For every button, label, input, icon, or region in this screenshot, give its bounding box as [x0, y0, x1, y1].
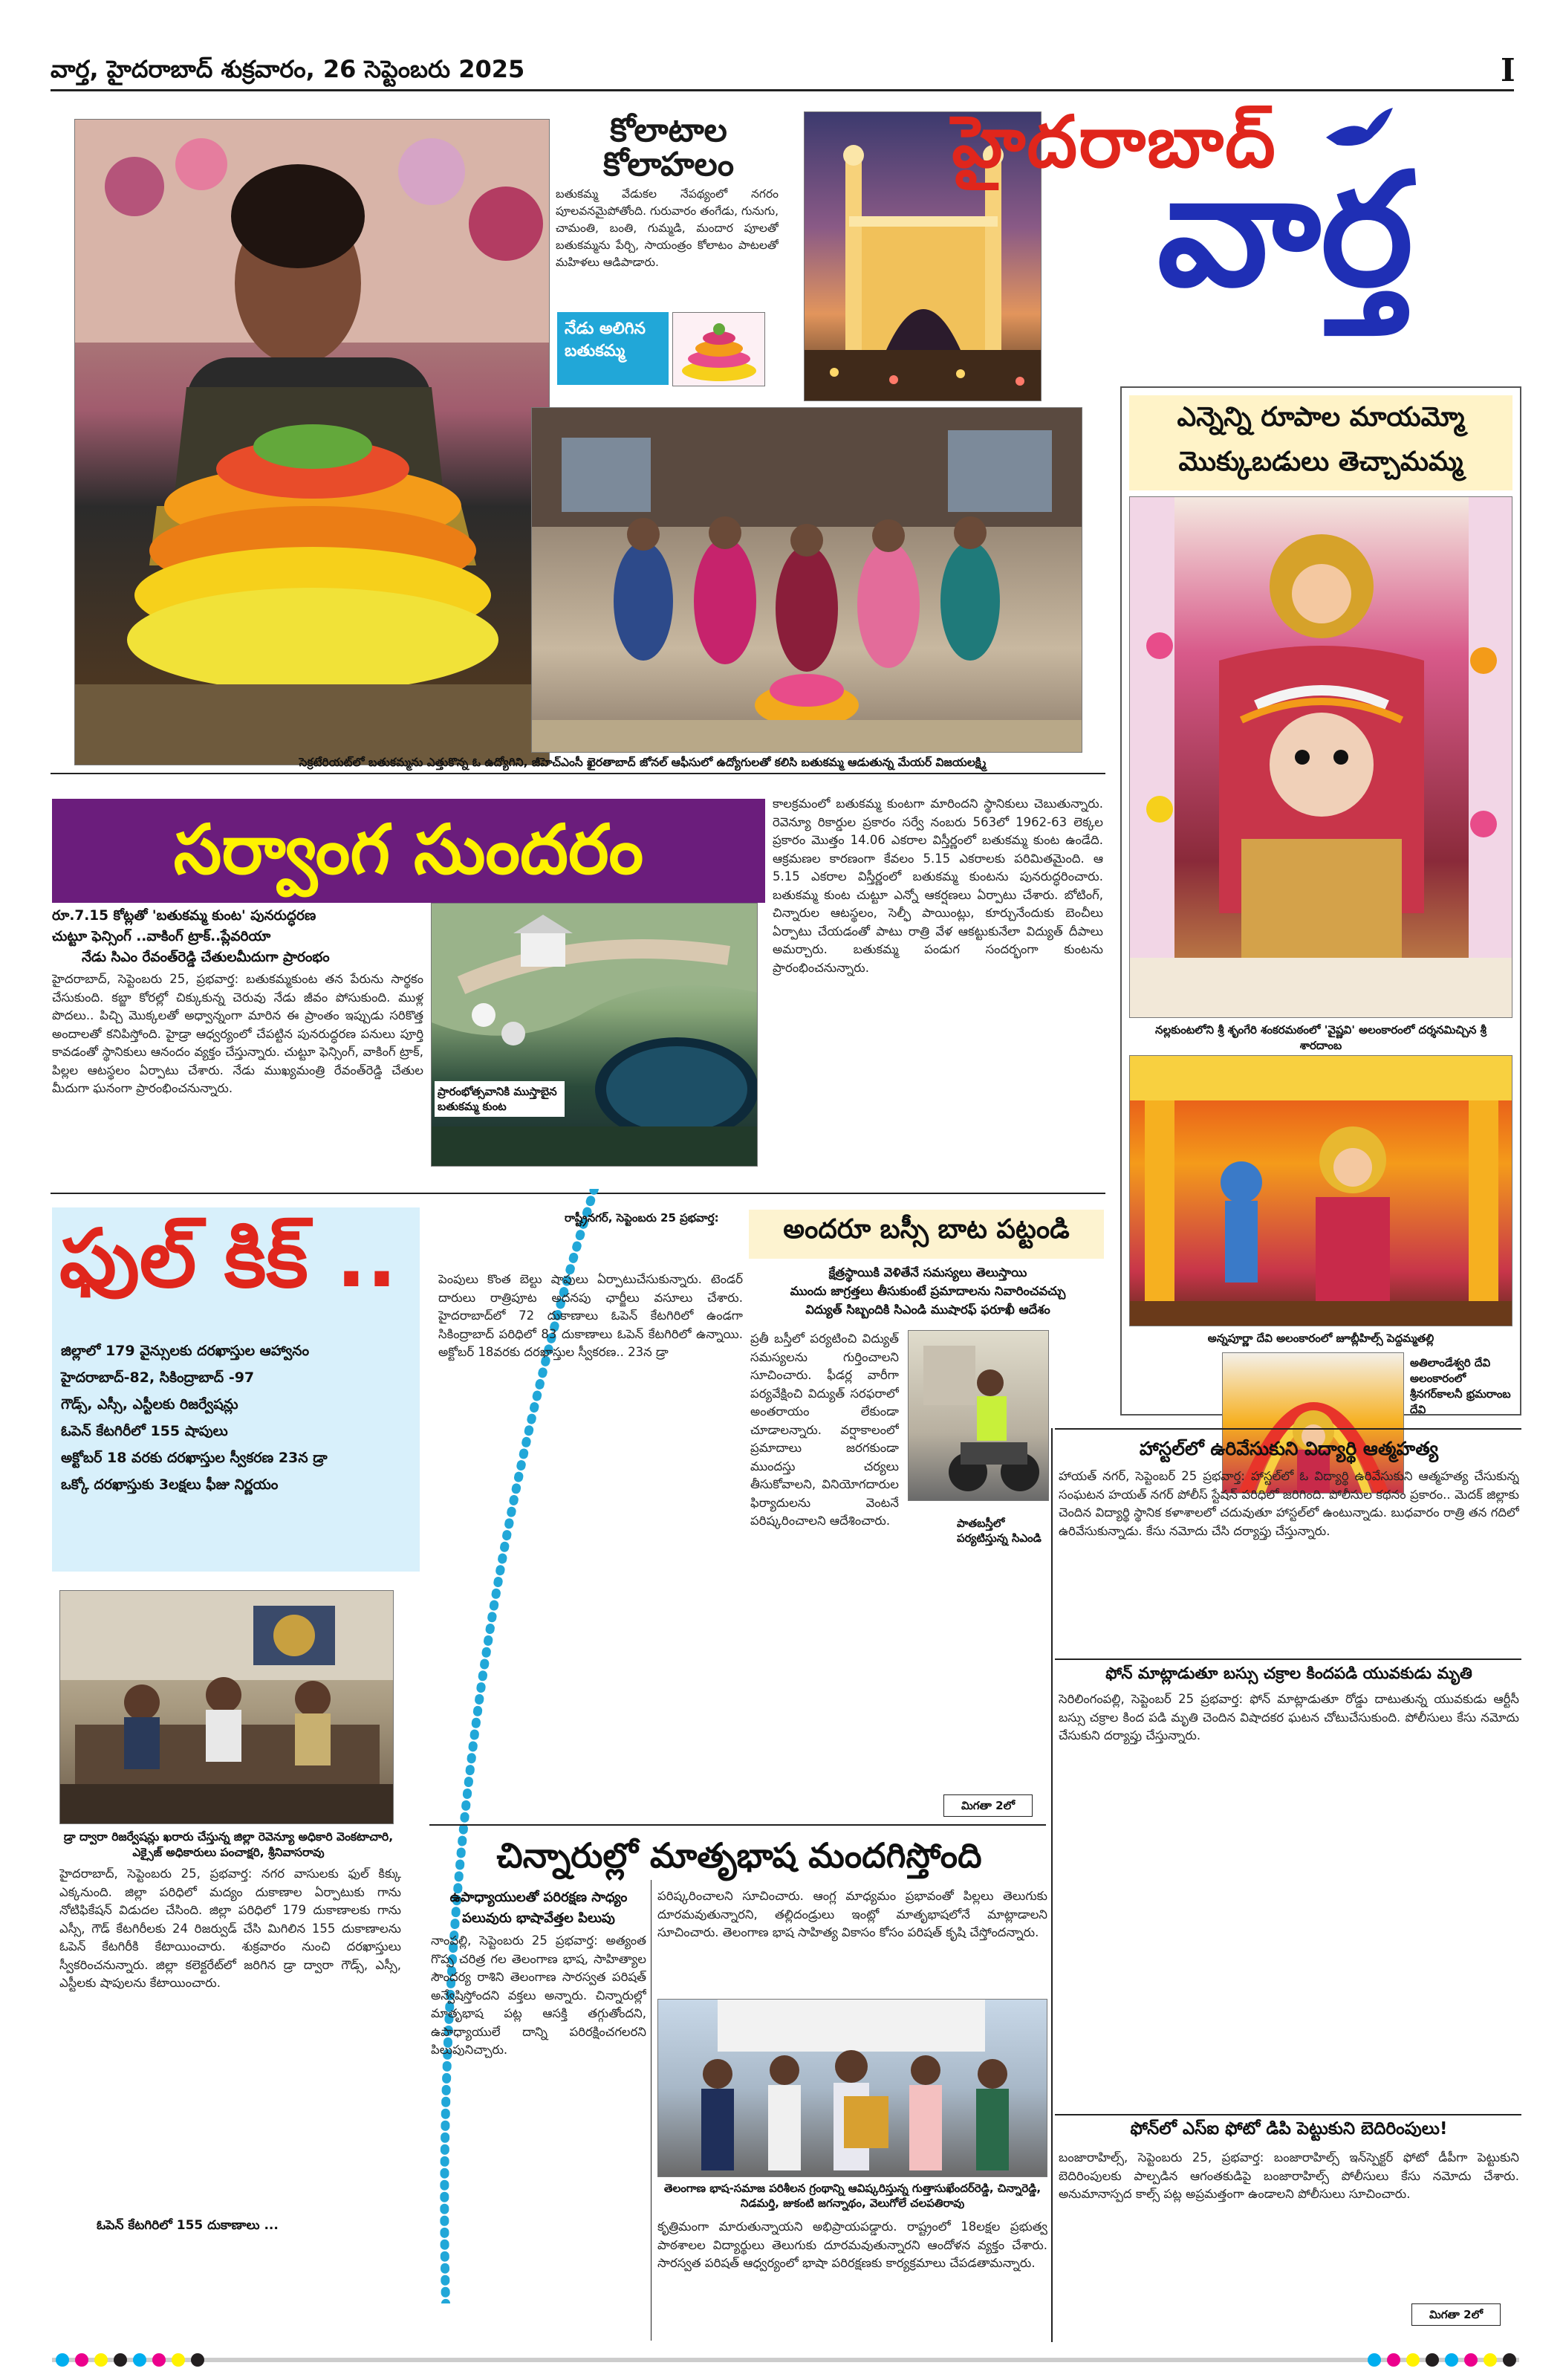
full-kick-signoff: మిగతా 2లో — [943, 1794, 1033, 1817]
masthead-rule — [51, 89, 1514, 91]
full-kick-body: హైదరాబాద్, సెప్టెంబరు 25, ప్రభవార్త: నగర వాసులకు ఫుల్ కిక్కు ఎక్కనుంది. జిల్లా పరిధిలో మద్యం దుకాణాల ఏర్పాటుకు గాను నోటిఫికేషన్ విడుదల చేసింది. జిల్లా పరిధిలో 179 దుకాణాలకు గాను ఎస్సీ, గౌడ్ కేటగిరీలకు 24 రిజర్వుడ్ చేసి మిగిలిన 155 దుకాణాలను ఓపెన్ కేటగిరీకి కేటాయించారు. శుక్రవారం నుంచి దరఖాస్తులు స్వీకరించనున్నారు. జిల్లా కలెక్టరేట్‌లో జరిగిన డ్రా ద్వారా గౌడ్స్‌, ఎస్సీ, ఎస్టీలకు షాపులను కేటాయించారు. — [59, 1867, 401, 1990]
matrubhasha-sub1: ఉపాధ్యాయులతో పరిరక్షణ సాధ్యం — [449, 1890, 628, 1905]
kunta-photo-caption — [435, 1081, 565, 1117]
page-number: I — [1501, 52, 1515, 88]
andaru-dateline: రాష్ట్రీనగర్, సెప్టెంబరు 25 ప్రభవార్త: — [565, 1211, 719, 1225]
andaru-sub1: క్షేత్రస్థాయికి వెళితేనే సమస్యలు తెలుస్తాయి — [828, 1265, 1027, 1280]
bathukamma-woman-photo — [74, 119, 550, 765]
cmd-photo-caption — [957, 1516, 1042, 1546]
kolatalu-title-2: కోలాహలం — [602, 146, 735, 184]
andaru-headline: అందరూ బస్సీ బాట పట్టండి — [783, 1214, 1070, 1245]
esi-signoff: మిగతా 2లో — [1411, 2303, 1501, 2326]
matrubhasha-sub2: పలువురు భాషావేత్తల పిలుపు — [462, 1910, 615, 1926]
full-kick-subhead: ఓపెన్ కేటగిరిలో 155 దుకాణాలు ... — [97, 2218, 279, 2233]
matrubhasha-body-bottom: కృత్రిమంగా మారుతున్నాయని అభిప్రాయపడ్డారు. రాష్ట్రంలో 18లక్షల ప్రభుత్వ పాఠశాలల విద్యార్థులు తెలుగుకు దూరమవుతున్నారని ఆందోళన వ్యక్తం చేశారు. సారస్వత పరిషత్ ఆధ్వర్యంలో భాషా పరిరక్షణకు కార్యక్రమాలు చేపడతామన్నారు. — [657, 2220, 1047, 2270]
matrubhasha-headline: చిన్నారుల్లో మాతృభాష మందగిస్తోంది — [496, 1835, 982, 1875]
kolatalu-tag-line1: నేడు అలిగిన — [565, 320, 646, 338]
ammavaru-banner-line1: ఎన్నెన్ని రూపాల మాయమ్మో — [1177, 402, 1465, 432]
column-rule-right — [1051, 1428, 1053, 2342]
excise-draw-photo — [59, 1590, 394, 1824]
matrubhasha-body-right: పరిష్కరించాలని సూచించారు. ఆంగ్ల మాధ్యమం ప్రభావంతో పిల్లలు తెలుగుకు దూరమవుతున్నారని, తల్లిదండ్రులు ఇంట్లో మాతృభాషలోనే మాట్లాడాలని సూచించారు. తెలంగాణ భాష సాహిత్య వికాసం కోసం పరిషత్ కృషి చేస్తోందన్నారు. — [657, 1889, 1047, 1939]
book-launch-photo — [657, 1999, 1047, 2177]
esi-headline: ఫోన్‌లో ఎస్ఐ ఫోటో డిపి పెట్టుకుని బెదిరింపులు! — [1130, 2119, 1448, 2139]
full-kick-banner: ఫుల్ కిక్ .. — [59, 1213, 397, 1306]
mid-rule — [429, 1824, 1046, 1826]
full-kick-point: హైదరాబాద్-82, సికింద్రాబాద్ -97 — [61, 1369, 255, 1386]
kolatalu-title-1: కోలాటాల — [610, 111, 727, 149]
esi-rule — [1055, 2114, 1521, 2115]
sarvanga-banner-text: సర్వాంగ సుందరం — [173, 810, 644, 889]
andaru-body: ప్రతీ బస్తీలో పర్యటించి విద్యుత్ సమస్యలను గుర్తించాలని సూచించారు. ఫీడర్ల వారీగా పర్యవేక్షించి విద్యుత్ సరఫరాలో అంతరాయం లేకుండా చూడాలన్నారు. వర్షాకాలంలో ప్రమాదాలు జరగకుండా ముందస్తు చర్యలు తీసుకోవాలని, వినియోగదారుల ఫిర్యాదులను వెంటనే పరిష్కరించాలని ఆదేశించారు. — [750, 1332, 899, 1528]
print-registration-bar — [52, 2352, 1519, 2368]
sarvanga-body-left: హైదరాబాద్, సెప్టెంబరు 25, ప్రభవార్త: బతుకమ్మకుంట తన పేరును సార్థకం చేసుకుంది. కబ్జా కోరల్లో చిక్కుకున్న చెరువు నేడు జీవం పోసుకుంది. ముళ్ల పొదలు.. పిచ్చి మొక్కలతో అధ్వాన్నంగా మారిన ఈ ప్రాంతం ఇప్పుడు సరికొత్త అందాలతో కనిపిస్తోంది. హైడ్రా ఆధ్వర్యంలో చేపట్టిన పునరుద్ధరణ పనులు పూర్తి కావడంతో స్థానికులు ఆనందం వ్యక్తం చేస్తున్నారు. చుట్టూ ఫెన్సింగ్, వాకింగ్ ట్రాక్, పిల్లల ఆటస్థలం ఏర్పాటు చేశారు. నేడు ముఖ్యమంత్రి రేవంత్‌రెడ్డి చేతుల మీదుగా ఘనంగా ప్రారంభించనున్నారు. — [52, 972, 423, 1095]
full-kick-point: ఒక్కో దరఖాస్తుకు 3లక్షలు ఫీజు నిర్ణయం — [61, 1476, 279, 1493]
top-rule — [51, 773, 1105, 774]
kolatalu-body: బతుకమ్మ వేడుకల నేపథ్యంలో నగరం పూలవనమైపోతోంది. గురువారం తంగేడు, గునుగు, చామంతి, బంతి, గుమ్మడి, మందార పూలతో బతుకమ్మను పేర్చి, సాయంత్రం కోలాటం పాటలతో మహిళలు ఆడిపాడారు. — [556, 187, 779, 269]
bhramaramba-caption: అతిలాండేశ్వరి దేవి అలంకారంలో శ్రీనగర్‌కాలనీ భ్రమరాంబ దేవి — [1410, 1356, 1511, 1416]
kunta-caption-text: ప్రారంభోత్సవానికి ముస్తాబైన బతుకమ్మ కుంట — [438, 1085, 557, 1113]
brand-title: వార్త — [1157, 139, 1414, 321]
sharadamba-caption: నల్లకుంటలోని శ్రీ శృంగేరి శంకరమఠంలో 'వైష్ణవి' అలంకారంలో దర్శనమిచ్చిన శ్రీ శారదాంబ — [1155, 1023, 1486, 1052]
kolatalu-tag — [557, 312, 669, 385]
full-kick-points — [61, 1337, 417, 1498]
sarvanga-sub3: నేడు సిఎం రేవంత్‌రెడ్డి చేతులమీదుగా ప్రారంభం — [82, 950, 330, 965]
sarvanga-sub2: చుట్టూ ఫెన్సింగ్ ..వాకింగ్ ట్రాక్..ప్లేవరియా — [52, 929, 271, 944]
andaru-sub3: విద్యుత్ సిబ్బందికి సిఎండి ముషారఫ్ ఫరూఖీ ఆదేశం — [805, 1303, 1050, 1317]
full-kick-point: జిల్లాలో 179 వైన్సులకు దరఖాస్తుల ఆహ్వానం — [61, 1343, 310, 1359]
sarvanga-sub1: రూ.7.15 కోట్లతో 'బతుకమ్మ కుంట' పునరుద్ధరణ — [52, 908, 316, 924]
ammavaru-banner — [1129, 395, 1512, 490]
phone-rule — [1055, 1658, 1521, 1660]
andaru-subs — [750, 1263, 1105, 1319]
book-launch-caption: తెలంగాణ భాష-సమాజ పరిశీలన గ్రంథాన్ని ఆవిష్కరిస్తున్న గుత్తాసుఖేందర్‌రెడ్డి, చిన్నారెడ్డి, నిడమర్తి, జుకంటి జగన్నాథం, వెలుగోలే చలపతిరావు — [663, 2182, 1042, 2210]
matrubhasha-subs — [431, 1887, 646, 1929]
cmd-caption-text: పాతబస్తీలో పర్యటిస్తున్న సిఎండి — [957, 1517, 1042, 1545]
sarvanga-body-right: కాలక్రమంలో బతుకమ్మ కుంటగా మారిందని స్థానికులు చెబుతున్నారు. రెవెన్యూ రికార్డుల ప్రకారం సర్వే నంబరు 563లో 1962-63 లెక్కల ప్రకారం మొత్తం 14.06 ఎకరాల విస్తీర్ణంలో బతుకమ్మ కుంట ఉండేది. ఆక్రమణల కారణంగా కేవలం 5.15 ఎకరాలకు పరిమితమైంది. ఆ 5.15 ఎకరాల విస్తీర్ణంలో బతుకమ్మ కుంటను పునరుద్ధరించారు. బతుకమ్మ కుంట చుట్టూ ఎన్నో ఆకర్షణలు ఏర్పాటు చేశారు. బోటింగ్, చిన్నారుల ఆటస్థలం, సెల్ఫీ పాయింట్లు, కూర్చునేందుకు బెంచీలు ఏర్పాటు చేయడంతో పాటు రాత్రి వేళ ఆకట్టుకునేలా విద్యుత్ దీపాలు అమర్చారు. బతుకమ్మ పండుగ సందర్భంగా కుంటను ప్రారంభించనున్నారు. — [773, 797, 1103, 975]
phone-headline: ఫోన్ మాట్లాడుతూ బస్సు చక్రాల కిందపడి యువకుడు మృతి — [1105, 1664, 1472, 1683]
andaru-sub2: ముందు జాగ్రత్తలు తీసుకుంటే ప్రమాదాలను నివారించవచ్చు — [790, 1284, 1066, 1298]
full-kick-point: అక్టోబర్ 18 వరకు దరఖాస్తుల స్వీకరణ 23న డ్రా — [61, 1450, 328, 1466]
ammavaru-banner-line2: మొక్కుబడులు తెచ్చామమ్మ — [1178, 447, 1463, 477]
cmd-visit-photo — [908, 1330, 1049, 1501]
annapurna-photo — [1129, 1055, 1512, 1326]
excise-photo-caption: డ్రా ద్వారా రిజర్వేషన్లు ఖరారు చేస్తున్న జిల్లా రెవెన్యూ అధికారి వెంకటాచారి, ఎక్సైజ్ అధికారులు పంచాక్షరి, శ్రీనివాసరావు — [63, 1830, 394, 1859]
esi-body: బంజారాహిల్స్, సెప్టెంబరు 25, ప్రభవార్త: బంజారాహిల్స్ ఇన్‌స్పెక్టర్ ఫోటో డీపీగా పెట్టుకుని బెదిరింపులకు పాల్పడిన ఆగంతకుడిపై బంజారాహిల్స్ పోలీసులు కేసు నమోదు చేశారు. అనుమానాస్పద కాల్స్ పట్ల అప్రమత్తంగా ఉండాలని పోలీసులు సూచించారు. — [1059, 2150, 1519, 2201]
right-bottom-rule — [1055, 1428, 1521, 1430]
city-title: హైదరాబాద్ — [952, 100, 1277, 184]
matrubhasha-body-left: నాంపల్లి, సెప్టెంబరు 25 ప్రభవార్త: అత్యంత గొప్ప చరిత్ర గల తెలంగాణ భాష, సాహిత్యాల సౌందర్య రాశిని తెలంగాణ సారస్వత పరిషత్ అన్వేషిస్తోందని వక్తలు అన్నారు. చిన్నారుల్లో మాతృభాష పట్ల ఆసక్తి తగ్గుతోందని, ఉపాధ్యాయులే దాన్ని పరిరక్షించగలరని పిలుపునిచ్చారు. — [431, 1933, 646, 2057]
bathukamma-kunta-photo — [431, 903, 758, 1167]
small-bathukamma-photo — [672, 312, 765, 386]
annapurna-caption: అన్నపూర్ణా దేవి అలంకారంలో జూబ్లీహిల్స్ పెద్దమ్మతల్లి — [1207, 1332, 1434, 1345]
sarvanga-banner — [52, 799, 765, 903]
sharadamba-photo — [1129, 496, 1512, 1018]
full-kick-point: గౌడ్స్, ఎస్సీ, ఎస్టీలకు రిజర్వేషన్లు — [61, 1396, 238, 1413]
hostel-body: హాయత్ నగర్, సెప్టెంబర్ 25 ప్రభవార్త: హాస్టల్‌లో ఓ విద్యార్థి ఉరివేసుకుని ఆత్మహత్య చేసుకున్న సంఘటన హయత్ నగర్ పోలీస్ స్టేషన్ పరిధిలో జరిగింది. పోలీసుల కథనం ప్రకారం.. మెదక్ జిల్లాకు చెందిన విద్యార్థి స్థానిక కళాశాలలో చదువుతూ హాస్టల్‌లో ఉంటున్నాడు. బుధవారం రాత్రి తన గదిలో ఉరివేసుకున్నాడు. కేసు నమోదు చేసి దర్యాప్తు చేస్తున్నారు. — [1059, 1469, 1519, 1538]
mayor-bathukamma-photo — [531, 407, 1082, 753]
top-photo-caption: సెక్రటేరియట్‌లో బతుకమ్మను ఎత్తుకొన్న ఓ ఉద్యోగిని, జీహెచ్ఎంసీ ఖైరతాబాద్ జోనల్ ఆఫీసులో ఉద్యోగులతో కలిసి బతుకమ్మ ఆడుతున్న మేయర్ విజయలక్ష్మి — [299, 756, 987, 769]
hostel-headline: హాస్టల్‌లో ఉరివేసుకుని విద్యార్థి ఆత్మహత్య — [1139, 1438, 1439, 1459]
kolatalu-tag-line2: బతుకమ్మ — [565, 342, 625, 360]
dateline: వార్త, హైదరాబాద్ శుక్రవారం, 26 సెప్టెంబరు 2025 — [51, 55, 525, 83]
phone-body: సెరిలింగంపల్లి, సెప్టెంబర్ 25 ప్రభవార్త: ఫోన్ మాట్లాడుతూ రోడ్డు దాటుతున్న యువకుడు ఆర్టీసీ బస్సు చక్రాల కింద పడి మృతి చెందిన విషాదకర ఘటన చోటుచేసుకుంది. పోలీసులు కేసు నమోదు చేసుకుని దర్యాప్తు చేస్తున్నారు. — [1059, 1692, 1519, 1742]
full-kick-point: ఓపెన్ కేటగిరీలో 155 షాపులు — [61, 1423, 228, 1439]
full-kick-body-center: పెంపులు కొంత బెల్టు షాపులు ఏర్పాటుచేసుకున్నారు. టెండర్ దారులు రాత్రిపూట అదనపు ఛార్జీలు వసూలు చేశారు. హైదరాబాద్‌లో 72 దుకాణాలు ఓపెన్ కేటగిరిలో ఉండగా సికింద్రాబాద్ పరిధిలో 83 దుకాణాలు ఓపెన్ కేటగిరిలో ఉన్నాయి. అక్టోబర్ 18వరకు దరఖాస్తుల స్వీకరణ.. 23న డ్రా — [438, 1272, 743, 1359]
andaru-headline-box — [749, 1210, 1104, 1259]
